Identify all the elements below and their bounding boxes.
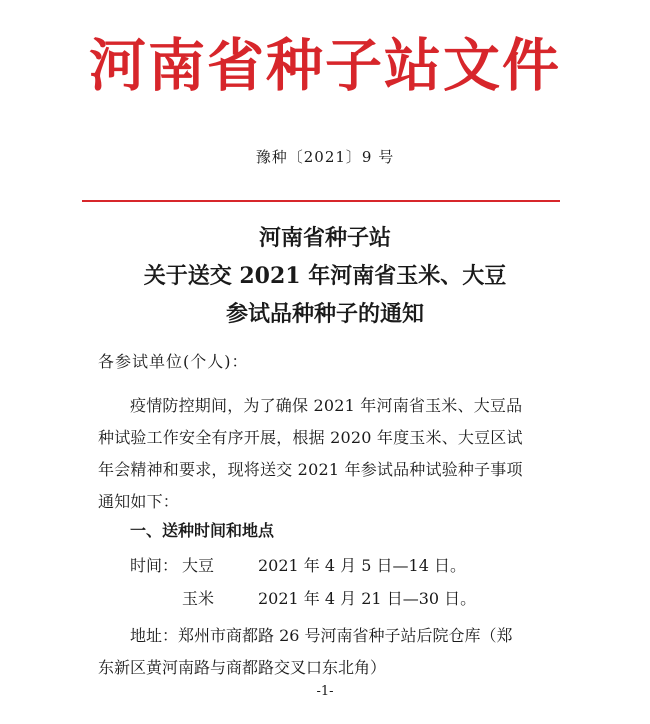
notice-title-line: 参试品种种子的通知 bbox=[225, 301, 424, 327]
notice-title-line: 河南省种子站 bbox=[258, 225, 391, 251]
greeting: 各参试单位(个人)： bbox=[98, 352, 249, 371]
paragraph-line: 种试验工作安全有序开展，根据 2020 年度玉米、大豆区试 bbox=[98, 428, 523, 447]
document-number: 豫种〔2021〕9 号 bbox=[255, 148, 395, 166]
paragraph-line: 疫情防控期间，为了确保 2021 年河南省玉米、大豆品 bbox=[130, 396, 523, 415]
time-dates-soybean: 2021 年 4 月 5 日—14 日。 bbox=[258, 556, 466, 575]
time-dates-corn: 2021 年 4 月 21 日—30 日。 bbox=[258, 589, 477, 608]
red-divider-line bbox=[82, 200, 560, 202]
page-number: -1- bbox=[316, 684, 334, 699]
notice-title-line: 关于送交 2021 年河南省玉米、大豆 bbox=[143, 263, 507, 289]
notice-title bbox=[0, 219, 650, 333]
document-header-title: 河南省种子站文件 bbox=[89, 33, 561, 99]
address-line: 东新区黄河南路与商都路交叉口东北角） bbox=[98, 658, 387, 677]
body-paragraph bbox=[98, 390, 558, 518]
paragraph-line: 通知如下： bbox=[98, 492, 180, 511]
section-heading: 一、送种时间和地点 bbox=[130, 521, 275, 540]
paragraph-line: 年会精神和要求，现将送交 2021 年参试品种试验种子事项 bbox=[98, 460, 523, 479]
time-crop-corn: 玉米 bbox=[182, 589, 215, 608]
address-line: 地址：郑州市商都路 26 号河南省种子站后院仓库（郑 bbox=[130, 626, 513, 645]
time-label: 时间： bbox=[130, 556, 179, 575]
time-crop-soybean: 大豆 bbox=[182, 556, 215, 575]
address-block bbox=[98, 620, 570, 684]
